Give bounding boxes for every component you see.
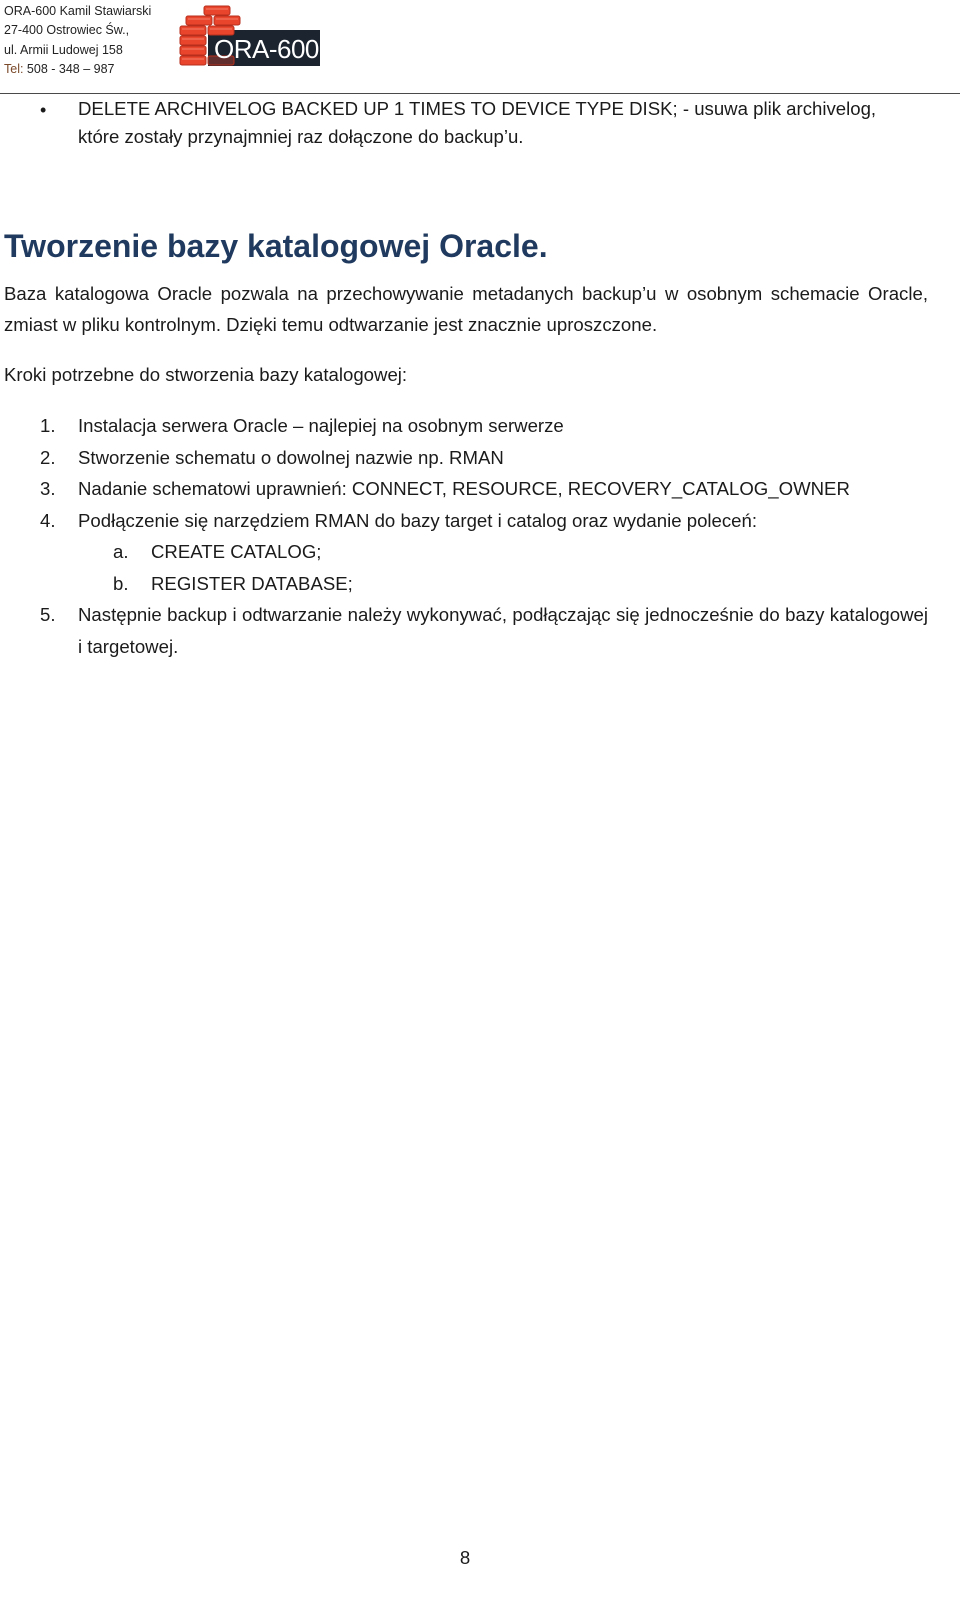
ora600-logo <box>178 4 328 70</box>
list-item <box>0 599 960 662</box>
header-divider <box>0 93 960 94</box>
list-item <box>0 410 960 442</box>
list-item-number: 2. <box>40 446 56 468</box>
address-line-2: ul. Armii Ludowej 158 <box>4 42 123 57</box>
list-item-text: Podłączenie się narzędziem RMAN do bazy target i catalog oraz wydanie poleceń: <box>78 509 758 531</box>
sub-list-item-text: CREATE CATALOG; <box>151 541 322 562</box>
list-item-text: Instalacja serwera Oracle – najlepiej na osobnym serwerze <box>78 415 564 436</box>
list-item <box>0 505 960 537</box>
steps-list <box>0 410 960 662</box>
bullet-icon: • <box>40 100 47 120</box>
list-item-number: 1. <box>40 415 56 436</box>
list-item-text: Następnie backup i odtwarzanie należy wykonywać, podłączając się jednocześnie do bazy katalogowej i targetowej. <box>78 604 928 657</box>
steps-intro: Kroki potrzebne do stworzenia bazy katalogowej: <box>4 364 408 385</box>
section-paragraph: Baza katalogowa Oracle pozwala na przechowywanie metadanych backup’u w osobnym schemacie Oracle, zmiast w pliku kontrolnym. Dzięki temu odtwarzanie jest znacznie uproszczone. <box>4 283 928 335</box>
section-title: Tworzenie bazy katalogowej Oracle. <box>4 228 548 264</box>
sub-list-item <box>0 536 960 568</box>
sub-list-item-letter: b. <box>113 572 129 594</box>
list-item <box>0 442 960 474</box>
list-item-number: 3. <box>40 478 56 499</box>
list-item-text: Nadanie schematowi uprawnień: CONNECT, RESOURCE, RECOVERY_CATALOG_OWNER <box>78 478 850 499</box>
phone-number: 508 - 348 – 987 <box>23 61 115 76</box>
company-name: ORA-600 Kamil Stawiarski <box>4 4 152 18</box>
phone-line <box>4 60 151 79</box>
address-line-1: 27-400 Ostrowiec Św., <box>4 23 130 38</box>
list-item-number: 4. <box>40 509 56 531</box>
page-number: 8 <box>459 1547 471 1568</box>
bullet-text: DELETE ARCHIVELOG BACKED UP 1 TIMES TO DEVICE TYPE DISK; - usuwa plik archivelog, które zostały przynajmniej raz dołączone do backup’u. <box>78 98 877 147</box>
sub-list-item-text: REGISTER DATABASE; <box>151 572 353 594</box>
sub-list-item-letter: a. <box>113 541 129 562</box>
logo-text: ORA-600 <box>214 34 319 64</box>
header-address-block <box>4 2 151 79</box>
list-item-text: Stworzenie schematu o dowolnej nazwie np. RMAN <box>78 446 504 468</box>
sub-list-item <box>0 568 960 600</box>
list-item-number: 5. <box>40 604 56 625</box>
phone-label: Tel: <box>4 61 24 76</box>
list-item <box>0 473 960 505</box>
